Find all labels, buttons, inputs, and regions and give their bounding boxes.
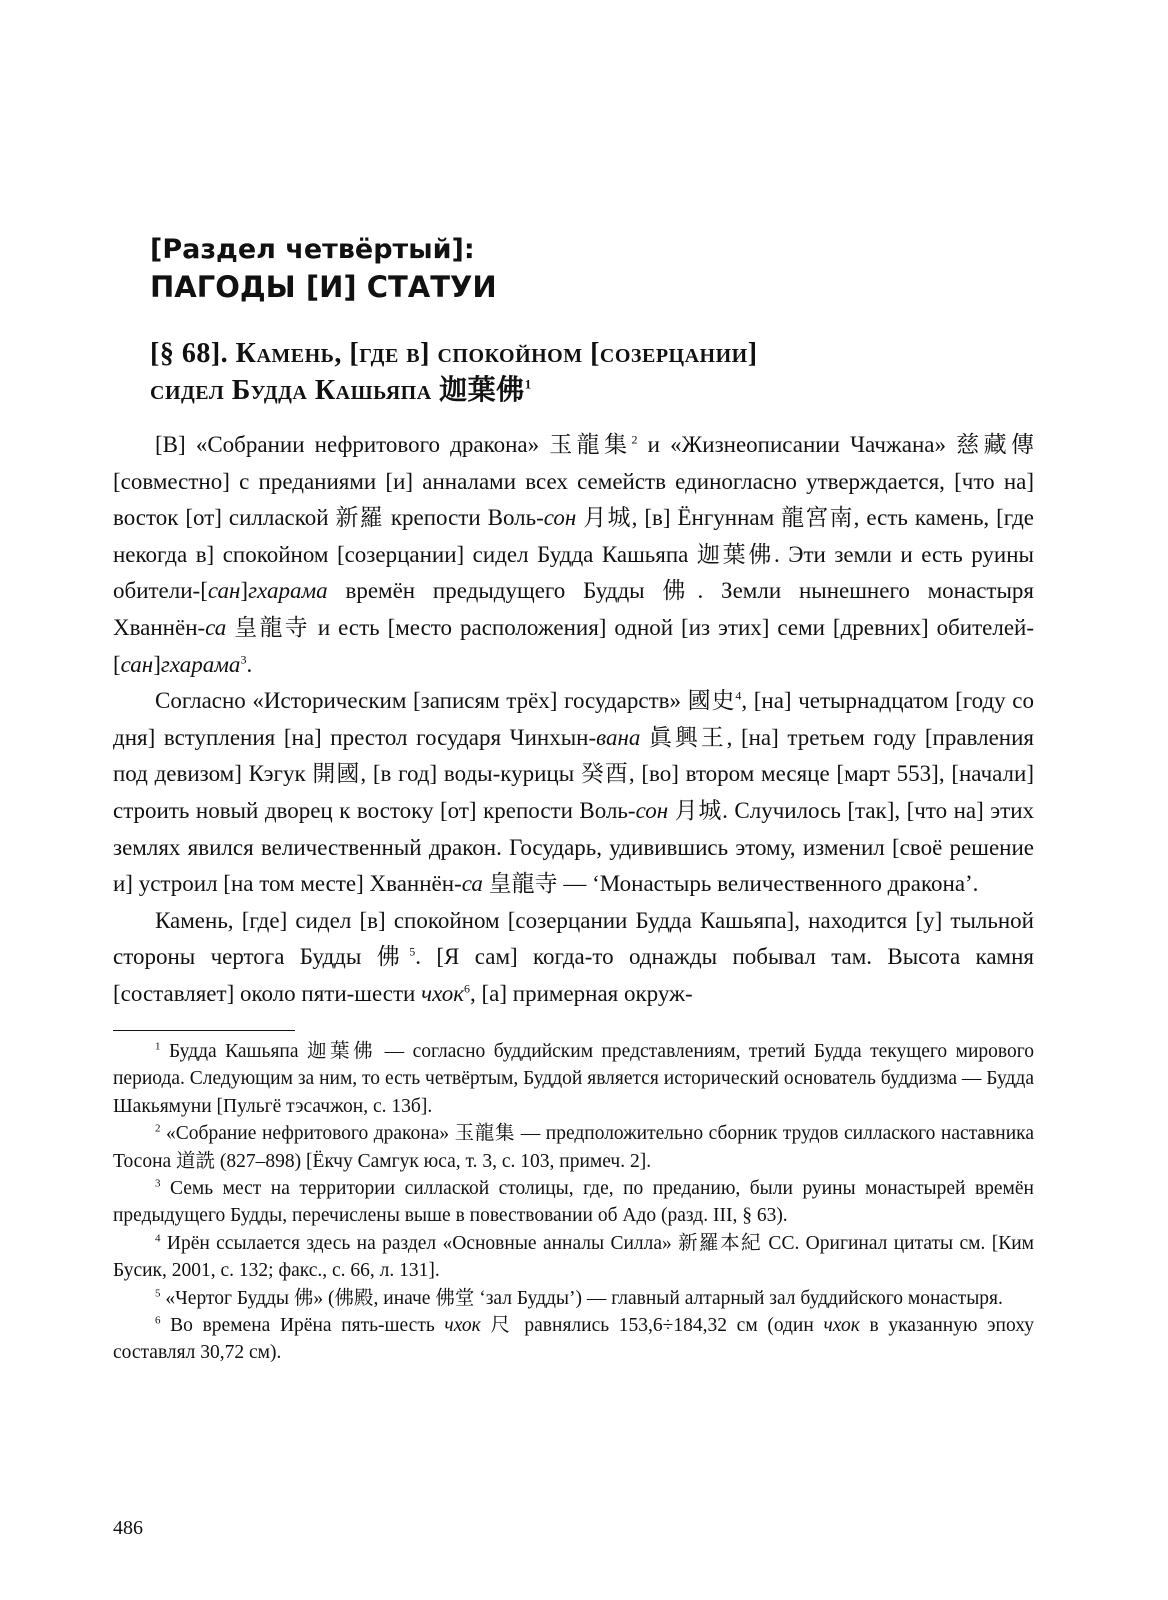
text-run: 月城. Случилось [так], [что на] этих землях явился величественный дракон. Государь, удивившись этому, изменил [своё решение и] устроил [на том месте] Хваннён-	[113, 797, 1034, 897]
text-run: «Чертог Будды 佛» (佛殿, иначе 佛堂 ‘зал Будды’) — главный алтарный зал буддийского монастыря.	[160, 1287, 1003, 1309]
text-run: Семь мест на территории силлаской столицы, где, по преданию, были руины монастырей времён предыдущего Будды, перечислены выше в повествовании об Адо (разд. III, § 63).	[113, 1178, 1034, 1227]
text-run: ]	[240, 578, 249, 604]
text-run: «Собрание нефритового дракона» 玉龍集 — предположительно сборник трудов силлаского наставника Тосона 道詵 (827–898) [Ёкчу Самгук юса, т. 3, с. 103, примеч. 2].	[113, 1123, 1034, 1172]
text-run: Будда Кашьяпа 迦葉佛 — согласно буддийским представлениям, третий Будда текущего мирового периода. Следующим за ним, то есть четвёртым, Буддой является исторический основатель буддизма — Будда Шакьямуни [Пульгё тэсачжон, с. 13б].	[113, 1041, 1034, 1117]
section-kicker: [Раздел четвёртый]:	[150, 234, 475, 265]
italic-term: гхарама	[160, 651, 241, 677]
text-run: времён предыдущего Будды 佛. Земли нынешнего монастыря Хваннён-	[113, 578, 1034, 640]
footnote-marker: 2	[155, 1122, 161, 1135]
main-text	[113, 427, 1034, 1013]
section-heading	[150, 232, 1050, 306]
italic-term: са	[205, 614, 227, 640]
footnote-marker: 6	[464, 981, 470, 996]
text-run: 眞興王, [на] третьем году [правления под девизом] Кэгук 開國, [в год] воды-курицы 癸酉, [во] втором месяце [март 553], [начали] строить новый дворец к востоку [от] крепости Воль-	[113, 724, 1034, 823]
text-run: , [а] примерная окруж-	[470, 980, 693, 1006]
text-run: ]	[153, 651, 161, 677]
footnote-marker: 4	[735, 688, 742, 703]
italic-term: сан	[207, 578, 241, 604]
paragraph	[113, 903, 1034, 1013]
footnote-marker: 2	[631, 432, 638, 447]
footnote-marker: 5	[409, 944, 416, 959]
text-run: 月城, [в] Ёнгуннам 龍宮南, есть камень, [где некогда в] спокойном [созерцании] сидел Будда Кашьяпа 迦葉佛. Эти земли и есть руины обители-[	[113, 505, 1034, 604]
italic-term: гхарама	[248, 578, 328, 604]
text-run: и «Жизнеописании Чачжана» 慈藏傳 [совместно] с преданиями [и] анналами всех семейств единогласно утверждается, [что на] восток [от] силлаской 新羅 крепости Воль-	[113, 432, 1034, 531]
text-run: .	[246, 651, 253, 677]
chapter-title-line-2	[150, 372, 1050, 409]
text-run: Во времена Ирёна пять-шесть	[160, 1315, 445, 1337]
footnote-divider	[113, 1030, 295, 1031]
chapter-title-text: сидел Будда Кашьяпа 迦葉佛	[150, 375, 525, 406]
footnote-marker: 1	[155, 1040, 161, 1053]
chapter-heading	[150, 335, 1050, 409]
italic-term: чхок	[444, 1315, 481, 1337]
footnote	[113, 1038, 1034, 1120]
italic-term: сон	[635, 797, 669, 823]
section-title: ПАГОДЫ [И] СТАТУИ	[150, 270, 497, 304]
text-run: 皇龍寺 и есть [место расположения] одной [из этих] семи [древних] обителей-[	[113, 614, 1034, 677]
footnote-marker: 4	[155, 1232, 161, 1245]
italic-term: вана	[596, 724, 641, 750]
italic-term: сан	[120, 651, 154, 677]
text-run: Ирён ссылается здесь на раздел «Основные анналы Силла» 新羅本紀 СС. Оригинал цитаты см. [Ким Бусик, 2001, с. 132; факс., с. 66, л. 131].	[113, 1232, 1034, 1282]
footnote	[113, 1285, 1034, 1312]
italic-term: чхок	[421, 980, 464, 1006]
page-number: 486	[113, 1517, 143, 1539]
italic-term: чхок	[823, 1315, 860, 1337]
footnote-marker: 5	[155, 1287, 161, 1300]
text-run: Камень, [где] сидел [в] спокойном [созерцании Будда Кашьяпа], находится [у] тыльной стороны чертога Будды 佛	[113, 907, 1034, 970]
text-run: . [Я сам] когда-то однажды побывал там. Высота камня [составляет] около пяти-шести	[113, 944, 1034, 1006]
footnote-marker: 3	[155, 1177, 161, 1190]
footnote	[113, 1230, 1034, 1285]
paragraph	[113, 427, 1034, 683]
text-run: 皇龍寺 — ‘Монастырь величественного дракона’.	[482, 871, 979, 897]
text-run: 尺 равнялись 153,6÷184,32 см (один	[480, 1315, 824, 1337]
paragraph	[113, 683, 1034, 903]
text-run: , [на] четырнадцатом [году со дня] вступления [на] престол государя Чинхын-	[113, 688, 1035, 750]
italic-term: сон	[543, 505, 577, 531]
text-run: в указанную эпоху составлял 30,72 см).	[113, 1315, 1034, 1364]
italic-term: са	[461, 871, 483, 897]
footnote-marker: 3	[240, 651, 247, 666]
footnote-marker: 6	[155, 1314, 161, 1327]
footnote	[113, 1175, 1034, 1230]
footnote	[113, 1120, 1034, 1175]
text-run: [В] «Собрании нефритового дракона» 玉龍集	[155, 432, 632, 457]
footnote	[113, 1312, 1034, 1367]
text-run: Согласно «Историческим [записям трёх] государств» 國史	[155, 688, 736, 714]
footnotes	[113, 1038, 1034, 1367]
chapter-title-line-1: [§ 68]. Камень, [где в] спокойном [созерцании]	[150, 338, 758, 369]
footnote-marker: 1	[524, 376, 532, 392]
